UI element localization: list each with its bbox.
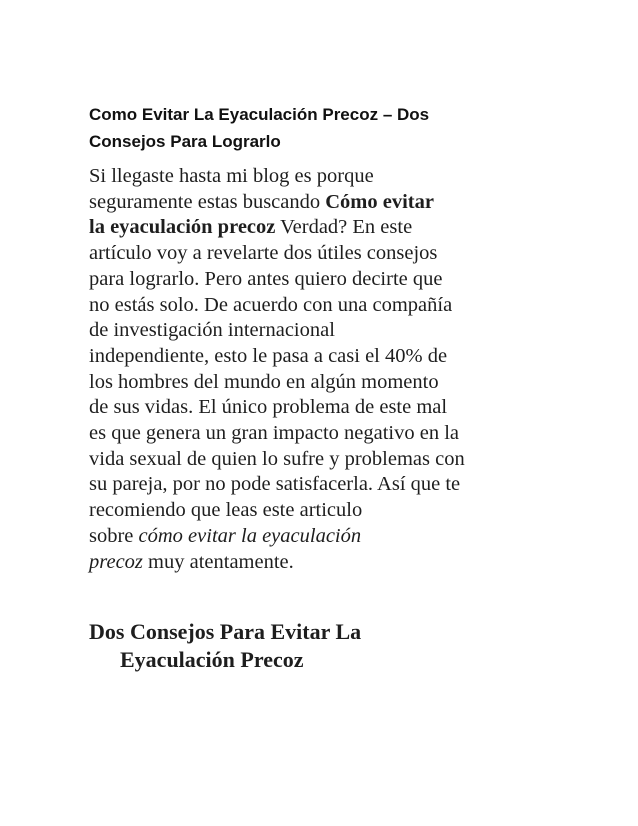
section-heading-line-2: Eyaculación Precoz — [120, 647, 304, 672]
article-title-line-2: Consejos Para Lograrlo — [89, 132, 281, 151]
paragraph-line: para lograrlo. Pero antes quiero decirte que — [89, 267, 443, 290]
paragraph-line: vida sexual de quien lo sufre y problemas con — [89, 447, 465, 470]
article-title-line-1: Como Evitar La Eyaculación Precoz – Dos — [89, 105, 430, 124]
article-title — [89, 101, 559, 155]
italic-keyword: cómo evitar la eyaculación — [138, 524, 362, 547]
paragraph-line: de sus vidas. El único problema de este mal — [89, 396, 448, 419]
paragraph-line: es que genera un gran impacto negativo en la — [89, 422, 459, 445]
paragraph-line: su pareja, por no pode satisfacerla. Así que te — [89, 473, 461, 496]
paragraph-text: muy atentamente. — [142, 550, 294, 573]
paragraph-line — [89, 550, 559, 576]
section-heading-line-1: Dos Consejos Para Evitar La — [89, 619, 362, 644]
paragraph-text: seguramente estas buscando — [89, 190, 326, 213]
section-heading — [89, 618, 559, 674]
paragraph-line: no estás solo. De acuerdo con una compañía — [89, 293, 453, 316]
article-paragraph — [89, 164, 559, 575]
paragraph-line: Si llegaste hasta mi blog es porque — [89, 165, 374, 187]
paragraph-line: artículo voy a revelarte dos útiles consejos — [89, 242, 438, 265]
paragraph-line — [89, 190, 559, 216]
paragraph-line — [89, 524, 559, 550]
paragraph-line: de investigación internacional — [89, 319, 335, 342]
italic-keyword: precoz — [89, 550, 143, 573]
paragraph-text: sobre — [89, 524, 139, 547]
paragraph-line — [89, 215, 559, 241]
paragraph-line: los hombres del mundo en algún momento — [89, 370, 439, 393]
paragraph-text: Verdad? En este — [275, 216, 413, 239]
paragraph-line: independiente, esto le pasa a casi el 40% de — [89, 344, 448, 367]
bold-keyword: la eyaculación precoz — [89, 216, 276, 239]
paragraph-line: recomiendo que leas este articulo — [89, 499, 363, 522]
bold-keyword: Cómo evitar — [325, 190, 434, 213]
